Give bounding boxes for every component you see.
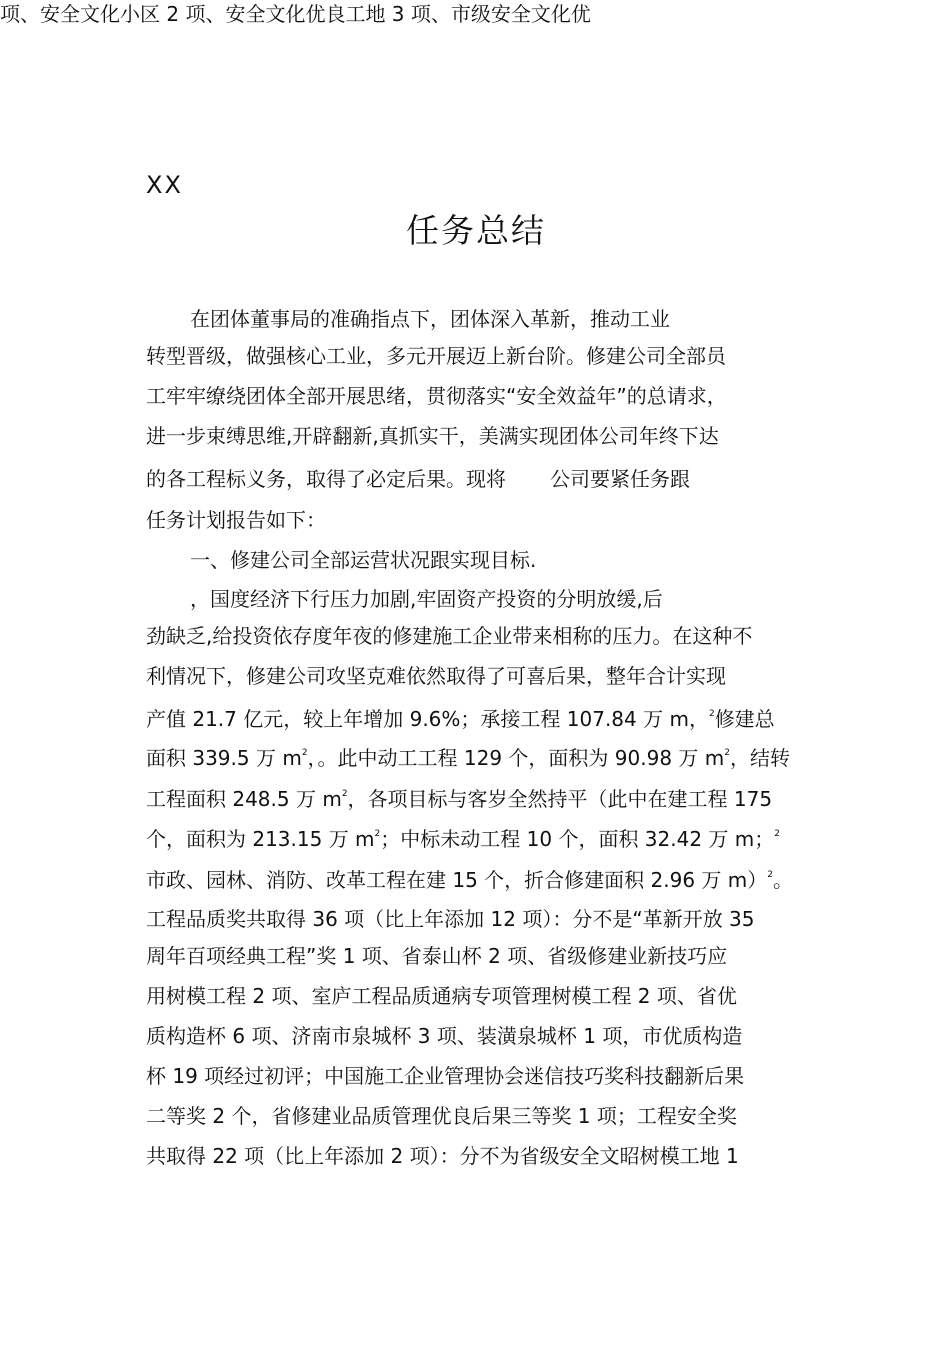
- company-name-prefix: XX: [146, 171, 183, 199]
- paragraph-line: 用树模工程 2 项、室庐工程品质通病专项管理树模工程 2 项、省优: [146, 984, 737, 1008]
- paragraph-line: 劲缺乏,给投资依存度年夜的修建施工企业带来相称的压力。在这种不: [146, 624, 753, 648]
- document-title: 任务总结: [406, 211, 546, 250]
- superscript: 2: [708, 709, 715, 719]
- text-segment: 市政、园林、消防、改革工程在建 15 个，折合修建面积 2.96 万 m）: [146, 868, 768, 892]
- section-heading: 一、修建公司全部运营状况跟实现目标.: [190, 548, 537, 572]
- text-segment: 。: [772, 868, 793, 892]
- text-segment: ，。此中动工工程 129 个，面积为 90.98 万 m: [307, 746, 725, 770]
- text-segment: ，结转: [729, 746, 790, 770]
- superscript: 2: [774, 829, 780, 839]
- paragraph-line: 任务计划报告如下：: [146, 508, 326, 532]
- paragraph-line: [146, 466, 690, 492]
- superscript: 2: [724, 748, 730, 758]
- superscript: 2: [341, 789, 348, 799]
- paragraph-line: 利情况下，修建公司攻坚克难依然取得了可喜后果，整年合计实现: [146, 664, 726, 688]
- text-segment: 修建总: [714, 707, 775, 731]
- paragraph-line: 杯 19 项经过初评；中国施工企业管理协会迷信技巧奖科技翻新后果: [146, 1064, 745, 1088]
- paragraph-line: 转型晋级，做强核心工业，多元开展迈上新台阶。修建公司全部员: [146, 344, 726, 368]
- text-segment: 面积 339.5 万 m: [146, 746, 302, 770]
- paragraph-line: [146, 745, 790, 771]
- text-segment: ；中标未动工程 10 个，面积 32.42 万 m；: [380, 827, 775, 851]
- paragraph-line: 在团体董事局的准确指点下，团体深入革新，推动工业: [190, 307, 670, 331]
- text-segment: 产值 21.7 亿元，较上年增加 9.6%；承接工程 107.84 万 m，: [146, 707, 709, 731]
- superscript: 2: [767, 870, 773, 880]
- paragraph-line: ，国度经济下行压力加剧,牢固资产投资的分明放缓,后: [190, 587, 663, 611]
- paragraph-line: 二等奖 2 个，省修建业品质管理优良后果三等奖 1 项；工程安全奖: [146, 1104, 737, 1128]
- superscript: 2: [301, 748, 308, 758]
- paragraph-line: [146, 786, 772, 812]
- text-segment: 个，面积为 213.15 万 m: [146, 827, 375, 851]
- text-segment: 公司要紧任务跟: [550, 467, 690, 491]
- top-text-fragment: 项、安全文化小区 2 项、安全文化优良工地 3 项、市级安全文化优: [0, 2, 591, 26]
- text-segment: ，各项目标与客岁全然持平（此中在建工程 175: [347, 787, 773, 811]
- text-segment: 的各工程标义务，取得了必定后果。现将: [146, 467, 506, 491]
- superscript: 2: [374, 829, 381, 839]
- paragraph-line: [146, 867, 793, 893]
- paragraph-line: 工程品质奖共取得 36 项（比上年添加 12 项）：分不是“革新开放 35: [146, 907, 755, 931]
- paragraph-line: 质构造杯 6 项、济南市泉城杯 3 项、装潢泉城杯 1 项，市优质构造: [146, 1024, 743, 1048]
- paragraph-line: 周年百项经典工程”奖 1 项、省泰山杯 2 项、省级修建业新技巧应: [146, 944, 728, 968]
- text-segment: 工程面积 248.5 万 m: [146, 787, 342, 811]
- paragraph-line: 共取得 22 项（比上年添加 2 项）：分不为省级安全文昭树模工地 1: [146, 1144, 739, 1168]
- paragraph-line: [146, 706, 775, 732]
- paragraph-line: 工牢牢缭绕团体全部开展思绪，贯彻落实“安全效益年”的总请求，: [146, 384, 727, 408]
- paragraph-line: 进一步束缚思维,开辟翻新,真抓实干，美满实现团体公司年终下达: [146, 424, 719, 448]
- paragraph-line: [146, 826, 780, 852]
